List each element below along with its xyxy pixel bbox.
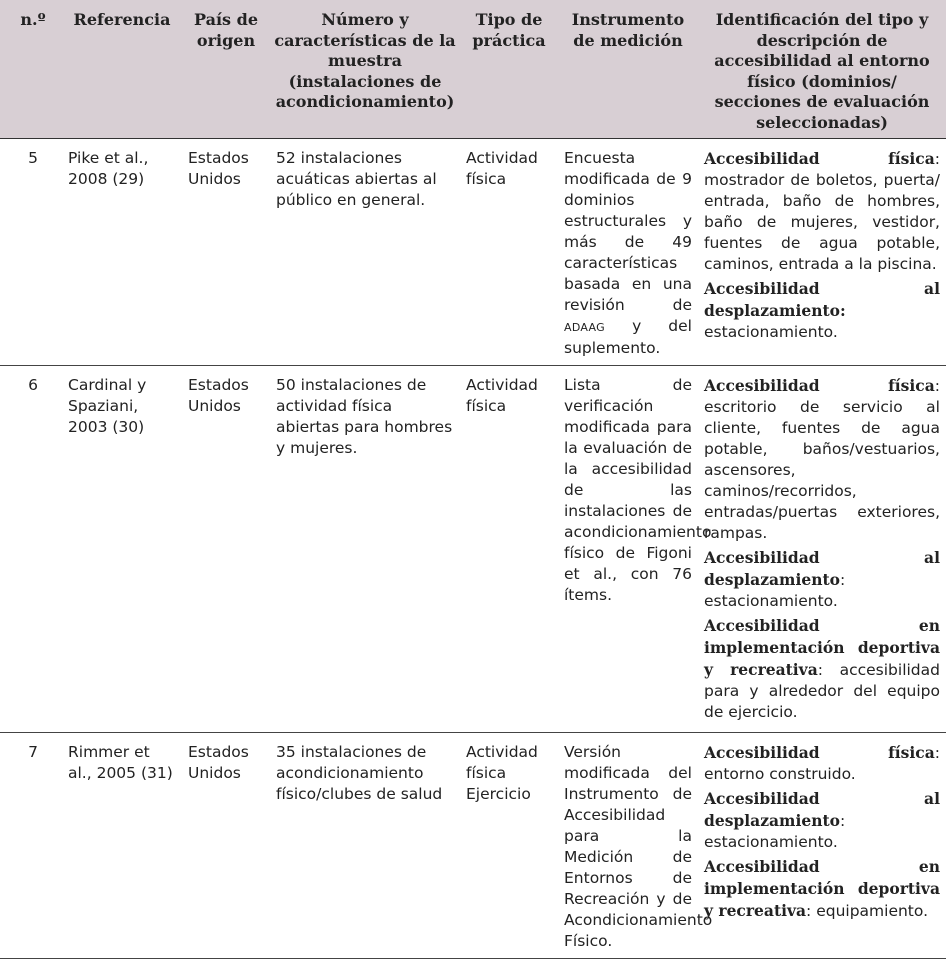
domain-label: Accesibilidad al desplazamiento (704, 547, 940, 589)
domain-description: equipamiento. (816, 901, 929, 920)
row-identification (698, 732, 946, 958)
domain-description: accesibilidad para y alrededor del equipo de ejercicio. (704, 660, 940, 721)
domain-entry: Accesibilidad física: mostrador de boletos, puerta/ entrada, baño de hombres, baño de mujeres, vestidor, fuentes de agua potable, caminos, entrada a la piscina. (704, 148, 940, 273)
row-country: Estados Unidos (182, 138, 270, 365)
table-header (0, 0, 946, 138)
header-country: País de origen (182, 0, 270, 138)
row-reference: Rimmer et al., 2005 (31) (62, 732, 182, 958)
instrument-text-end: y del suplemento. (564, 316, 692, 357)
domain-entry: Accesibilidad al desplazamiento: estacionamiento. (704, 788, 940, 851)
header-instrument: Instrumento de medición (558, 0, 698, 138)
domain-entry (704, 278, 940, 343)
domain-label: Accesibilidad física (704, 375, 935, 395)
domain-entry: Accesibilidad física: entorno construido. (704, 742, 940, 783)
domain-description: estacionamiento. (704, 832, 838, 851)
domain-label: Accesibilidad en implementación deportiva y recreativa (704, 615, 940, 679)
row-instrument (558, 138, 698, 365)
row-instrument: Versión modificada del Instrumento de Accesibilidad para la Medición de Entornos de Recreación y de Acondicionamiento Físico. (558, 732, 698, 958)
row-practice: Actividad física (460, 365, 558, 732)
row-reference: Cardinal y Spaziani, 2003 (30) (62, 365, 182, 732)
row-reference: Pike et al., 2008 (29) (62, 138, 182, 365)
domain-entry: Accesibilidad en implementación deportiva y recreativa: accesibilidad para y alrededor del equipo de ejercicio. (704, 615, 940, 721)
domain-description: entorno construido. (704, 764, 856, 783)
domain-description: estacionamiento. (704, 591, 838, 610)
row-number: 6 (0, 365, 62, 732)
instrument-text: Encuesta modificada de 9 dominios estructurales y más de 49 características basada en una revisión de (564, 148, 692, 314)
domain-entry: Accesibilidad física: escritorio de servicio al cliente, fuentes de agua potable, baños/vestuarios, ascensores, caminos/recorridos, entradas/puertas exteriores, rampas. (704, 375, 940, 542)
row-sample: 50 instalaciones de actividad física abiertas para hombres y mujeres. (270, 365, 460, 732)
table-row (0, 138, 946, 365)
domain-label: Accesibilidad en implementación deportiva y recreativa (704, 856, 940, 920)
row-country: Estados Unidos (182, 365, 270, 732)
row-identification (698, 365, 946, 732)
row-practice: Actividad física Ejercicio (460, 732, 558, 958)
domain-label: Accesibilidad física (704, 148, 935, 168)
domain-entry: Accesibilidad al desplazamiento: estacionamiento. (704, 547, 940, 610)
domain-label: Accesibilidad al desplazamiento: (704, 278, 940, 320)
row-sample: 52 instalaciones acuáticas abiertas al público en general. (270, 138, 460, 365)
header-row (0, 0, 946, 138)
instrument-abbreviation: ADAAG (564, 320, 605, 334)
row-sample: 35 instalaciones de acondicionamiento físico/clubes de salud (270, 732, 460, 958)
row-identification (698, 138, 946, 365)
domain-entry: Accesibilidad en implementación deportiva y recreativa: equipamiento. (704, 856, 940, 920)
domain-label: Accesibilidad al desplazamiento (704, 788, 940, 830)
domain-description: mostrador de boletos, puerta/ entrada, baño de hombres, baño de mujeres, vestidor, fuentes de agua potable, caminos, entrada a la piscina. (704, 170, 940, 273)
table-row (0, 365, 946, 732)
row-country: Estados Unidos (182, 732, 270, 958)
table-row (0, 732, 946, 958)
table-body (0, 138, 946, 958)
row-instrument: Lista de verificación modificada para la evaluación de la accesibilidad de las instalaciones de acondicionamiento físico de Figoni et al., con 76 ítems. (558, 365, 698, 732)
row-number: 5 (0, 138, 62, 365)
header-practice: Tipo de práctica (460, 0, 558, 138)
domain-description: escritorio de servicio al cliente, fuentes de agua potable, baños/vestuarios, ascensores, caminos/recorridos, entradas/puertas exteriores, rampas. (704, 397, 940, 542)
header-identification: Identificación del tipo y descripción de accesibilidad al entorno físico (dominios/ secciones de evaluación seleccionadas) (698, 0, 946, 138)
row-number: 7 (0, 732, 62, 958)
row-practice: Actividad física (460, 138, 558, 365)
header-number: n.º (0, 0, 62, 138)
domain-label: Accesibilidad física (704, 742, 935, 762)
header-reference: Referencia (62, 0, 182, 138)
header-sample: Número y características de la muestra (instalaciones de acondicionamiento) (270, 0, 460, 138)
domain-description: estacionamiento. (704, 322, 838, 341)
